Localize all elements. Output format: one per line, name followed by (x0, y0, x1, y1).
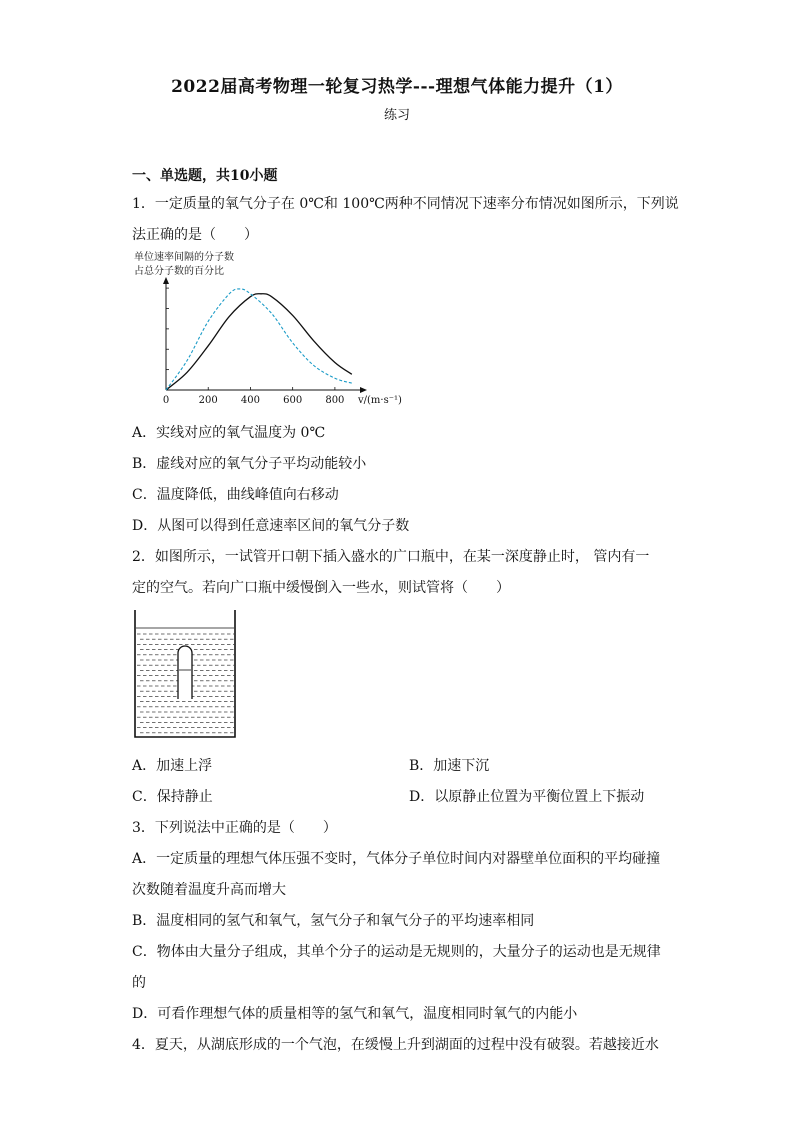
q2-option-a: A．加速上浮 (132, 758, 213, 774)
chart-ylabel-line1: 单位速率间隔的分子数 (134, 252, 234, 263)
chart-x-tick-label: 400 (240, 395, 260, 406)
chart-x-tick-label: 200 (198, 395, 218, 406)
chart-x-tick-label: 600 (283, 395, 303, 406)
chart-xlabel: v/(m·s⁻¹) (358, 395, 402, 406)
chart-y-axis-arrow (163, 277, 169, 284)
q2-option-b: B．加速下沉 (409, 758, 490, 774)
q3-option-a-line1: A．一定质量的理想气体压强不变时，气体分子单位时间内对器壁单位面积的平均碰撞 (132, 851, 661, 867)
q2-option-c: C．保持静止 (132, 789, 213, 805)
chart-series-solid-line (166, 294, 352, 390)
q1-option-b: B．虚线对应的氧气分子平均动能较小 (132, 456, 367, 472)
q2-stem-line1: 2．如图所示，一试管开口朝下插入盛水的广口瓶中，在某一深度静止时， 管内有一 (132, 549, 650, 565)
q3-option-d: D．可看作理想气体的质量相等的氢气和氧气，温度相同时氧气的内能小 (132, 1006, 578, 1022)
chart-ylabel-line2: 占总分子数的百分比 (134, 266, 224, 277)
chart-x-axis-arrow (360, 387, 367, 393)
section-heading: 一、单选题，共10小题 (132, 168, 278, 184)
test-tube (178, 646, 192, 699)
bottle-tube-figure (132, 608, 242, 744)
q3-option-c-line2: 的 (132, 975, 146, 991)
q1-stem-line2: 法正确的是（ ） (132, 227, 258, 243)
document-title: 2022届高考物理一轮复习热学---理想气体能力提升（1） (171, 77, 623, 97)
q3-option-a-line2: 次数随着温度升高而增大 (132, 882, 286, 898)
q2-option-d: D．以原静止位置为平衡位置上下振动 (409, 789, 645, 805)
q3-option-c-line1: C．物体由大量分子组成，其单个分子的运动是无规则的，大量分子的运动也是无规律 (132, 944, 661, 960)
speed-distribution-chart (130, 250, 420, 415)
q2-stem-line2: 定的空气。若向广口瓶中缓慢倒入一些水，则试管将（ ） (132, 580, 510, 596)
q3-option-b: B．温度相同的氢气和氧气，氢气分子和氧气分子的平均速率相同 (132, 913, 535, 929)
q1-option-c: C．温度降低，曲线峰值向右移动 (132, 487, 339, 503)
q4-stem-line1: 4．夏天，从湖底形成的一个气泡，在缓慢上升到湖面的过程中没有破裂。若越接近水 (132, 1037, 659, 1053)
q3-stem: 3．下列说法中正确的是（ ） (132, 820, 337, 836)
chart-x-tick-label: 0 (162, 395, 170, 406)
q1-option-d: D．从图可以得到任意速率区间的氧气分子数 (132, 518, 410, 534)
document-subtitle: 练习 (383, 108, 410, 123)
chart-x-tick-label: 800 (325, 395, 345, 406)
chart-series-dashed-line (166, 289, 352, 390)
q1-stem-line1: 1．一定质量的氧气分子在 0℃和 100℃两种不同情况下速率分布情况如图所示，下列说 (132, 196, 679, 212)
q1-option-a: A．实线对应的氧气温度为 0℃ (132, 425, 326, 441)
